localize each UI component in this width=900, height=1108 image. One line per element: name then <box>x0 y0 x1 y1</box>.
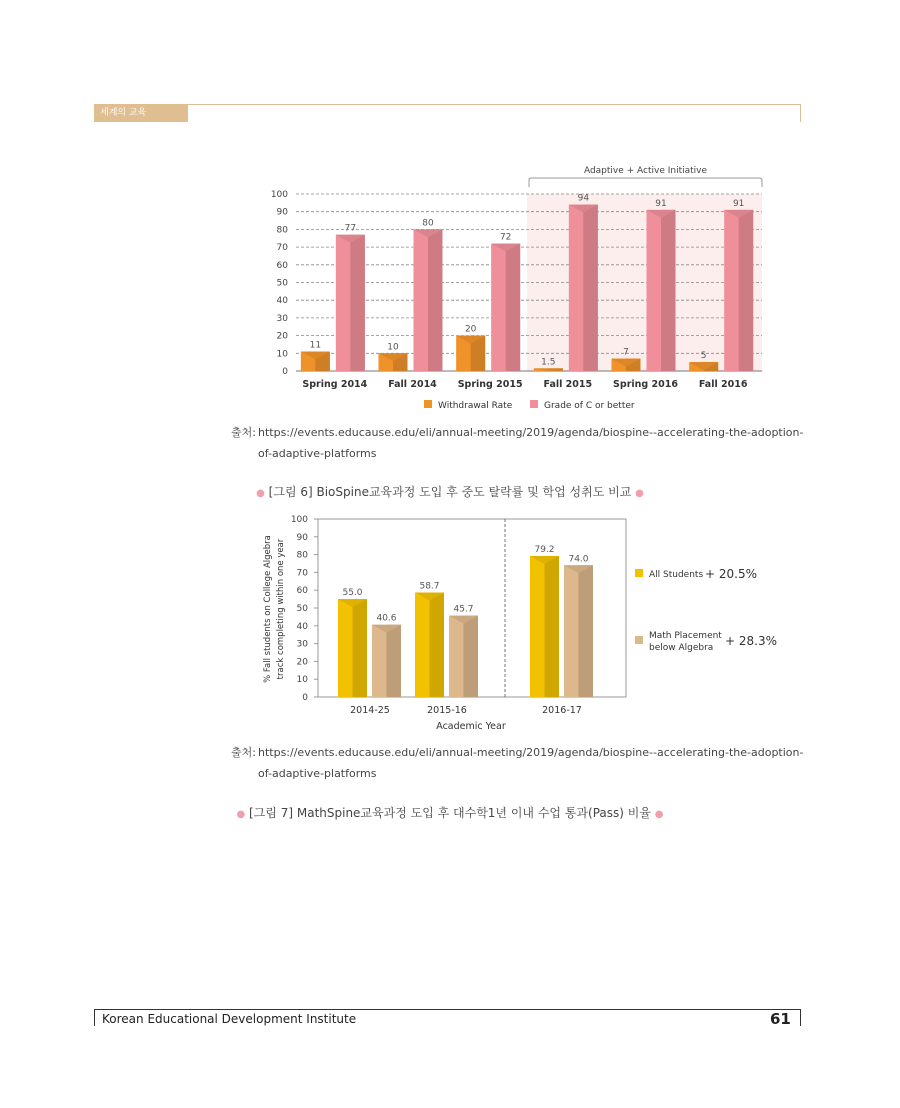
data-label: 77 <box>344 223 357 234</box>
footer-institute: Korean Educational Development Institute <box>102 1012 357 1026</box>
figure6-chart <box>0 0 900 420</box>
x-tick-label: 2014-25 <box>350 705 390 716</box>
legend-label: Withdrawal Rate <box>438 401 513 411</box>
data-label: 94 <box>577 193 590 204</box>
legend-swatch <box>635 569 643 577</box>
y-tick-label: 40 <box>296 621 308 632</box>
x-tick-label: Spring 2016 <box>613 379 678 390</box>
footer-tick <box>800 1009 801 1026</box>
page-number: 61 <box>770 1010 791 1028</box>
y-tick-label: 20 <box>276 331 288 342</box>
footer-tick <box>94 1009 95 1026</box>
data-label: 80 <box>422 218 434 229</box>
data-label: 40.6 <box>376 613 397 624</box>
bar-grade-side <box>350 235 365 371</box>
section-tab: 세계의 교육 <box>94 104 188 122</box>
initiative-label: Adaptive + Active Initiative <box>583 166 708 176</box>
x-tick-label: Spring 2014 <box>302 379 368 390</box>
bar-math-placement-side <box>579 565 594 697</box>
figure6-source-label: 출처: <box>231 426 256 439</box>
bar-math-placement-side <box>464 616 479 697</box>
figure7-caption-text: [그림 7] MathSpine교육과정 도입 후 대수학1년 이내 수업 통과(Pass) 비율 <box>249 806 651 820</box>
y-tick-label: 50 <box>276 278 288 289</box>
bar-grade-side <box>739 210 754 371</box>
data-label: 55.0 <box>342 588 363 599</box>
data-label: 58.7 <box>419 581 440 592</box>
figure6-caption-text: [그림 6] BioSpine교육과정 도입 후 중도 탈락률 및 학업 성취도 비교 <box>268 485 632 499</box>
y-tick-label: 0 <box>302 693 308 703</box>
y-tick-label: 0 <box>282 367 288 377</box>
bar-grade-side <box>428 229 443 371</box>
legend-label: below Algebra <box>649 643 714 653</box>
y-tick-label: 80 <box>296 550 308 561</box>
x-tick-label: 2015-16 <box>427 705 467 716</box>
caption-bullet-icon: ● <box>256 488 265 499</box>
x-tick-label: Fall 2016 <box>698 379 748 390</box>
y-tick-label: 100 <box>290 515 308 525</box>
y-tick-label: 90 <box>276 207 288 218</box>
legend-swatch <box>424 400 432 408</box>
y-tick-label: 40 <box>276 296 288 307</box>
data-label: 91 <box>655 198 667 209</box>
data-label: 79.2 <box>534 545 555 556</box>
footer-rule <box>94 1009 801 1010</box>
y-tick-label: 10 <box>276 349 288 360</box>
data-label: 5 <box>700 351 707 362</box>
data-label: 74.0 <box>568 554 589 565</box>
y-tick-label: 70 <box>296 568 308 579</box>
y-tick-label: 80 <box>276 225 288 236</box>
y-tick-label: 90 <box>296 532 308 543</box>
figure7-chart <box>0 505 900 740</box>
data-label: 10 <box>387 342 399 353</box>
y-tick-label: 30 <box>276 313 288 324</box>
bar-all-students-side <box>353 599 368 697</box>
legend-label: Math Placement <box>649 631 722 641</box>
figure7-caption <box>0 804 900 821</box>
y-tick-label: 100 <box>270 190 288 200</box>
x-tick-label: 2016-17 <box>542 705 582 716</box>
data-label: 91 <box>732 198 745 209</box>
x-tick-label: Fall 2014 <box>388 379 437 390</box>
legend-swatch <box>530 400 538 408</box>
y-tick-label: 30 <box>296 639 308 650</box>
figure6-source-url: https://events.educause.edu/eli/annual-meeting/2019/agenda/biospine--accelerating-the-adoption-of-adaptive-platforms <box>258 426 804 460</box>
legend-swatch <box>635 636 643 644</box>
x-axis-label: Academic Year <box>436 721 506 732</box>
bar-all-students-side <box>430 593 445 697</box>
y-tick-label: 70 <box>276 243 288 254</box>
legend-label: Grade of C or better <box>544 401 635 411</box>
legend-label: All Students <box>649 570 704 580</box>
y-tick-label: 20 <box>296 657 308 668</box>
x-tick-label: Spring 2015 <box>457 379 523 390</box>
data-label: 7 <box>623 347 629 358</box>
data-label: 20 <box>464 324 477 335</box>
data-label: 1.5 <box>541 357 556 368</box>
y-tick-label: 60 <box>276 260 288 271</box>
bar-grade-side <box>583 205 598 371</box>
y-tick-label: 60 <box>296 586 308 597</box>
initiative-bracket <box>529 178 762 187</box>
figure7-source-label: 출처: <box>231 746 256 759</box>
legend-change: + 28.3% <box>725 634 777 648</box>
y-tick-label: 10 <box>296 675 308 686</box>
bar-grade-side <box>661 210 676 371</box>
data-label: 45.7 <box>453 604 474 615</box>
caption-bullet-icon: ● <box>236 809 246 820</box>
y-axis-label: track completing within one year <box>276 538 286 680</box>
y-axis-label: % Fall students on College Algebra <box>263 535 273 683</box>
bar-grade-side <box>506 244 521 371</box>
caption-bullet-icon: ● <box>654 809 664 820</box>
figure6-caption <box>0 483 900 500</box>
data-label: 72 <box>499 232 512 243</box>
bar-all-students-side <box>545 556 560 697</box>
legend-change: + 20.5% <box>705 567 757 581</box>
bar-math-placement-side <box>387 625 402 697</box>
x-tick-label: Fall 2015 <box>543 379 593 390</box>
data-label: 11 <box>309 340 322 351</box>
figure7-source-url: https://events.educause.edu/eli/annual-meeting/2019/agenda/biospine--accelerating-the-adoption-of-adaptive-platforms <box>258 746 804 780</box>
caption-bullet-icon: ● <box>635 488 644 499</box>
y-tick-label: 50 <box>296 604 308 614</box>
